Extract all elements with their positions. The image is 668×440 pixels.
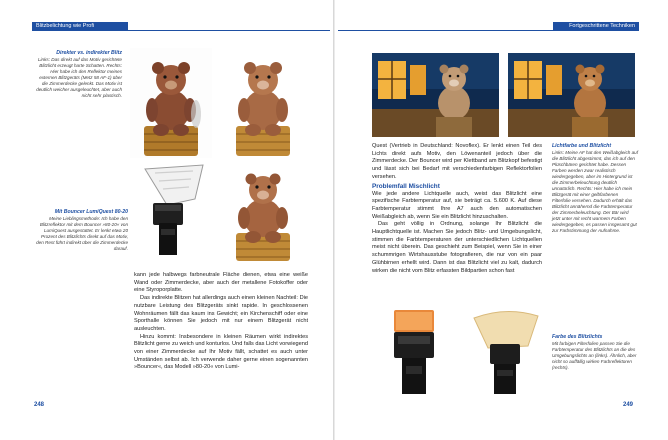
- subheading: Problemfall Mischlicht: [372, 182, 440, 190]
- paragraph: kann jede halbwegs farbneutrale Fläche dienen, etwa eine weiße Wand oder Zimmerdecke, aber auch der metallene Fotokoffer oder eine Styroporplatte.: [134, 272, 308, 294]
- header-rule-right: [338, 30, 639, 31]
- caption-direct-vs-indirect: [36, 50, 122, 99]
- caption-title: Farbe des Blitzlichts: [552, 334, 603, 340]
- caption-text: Mit farbigen Filterfolien passen Sie die Farbtemperatur des Blitzlichts an die des Umgebungslichts an (links). Ähnlich, aber nicht so auffällig wirken Farbreflektoren (rechts).: [552, 341, 637, 370]
- page-number-left: 248: [34, 402, 45, 408]
- caption-title: Mit Bouncer LumiQuest 80-20: [54, 209, 128, 215]
- caption-farbe: [552, 334, 638, 371]
- right-body-text: [372, 143, 542, 275]
- running-header-right: Fortgeschrittene Techniken: [553, 22, 639, 31]
- teddy-photo-bouncer-flash: [222, 163, 304, 263]
- paragraph: Das geht völlig in Ordnung, solange Ihr Blitzlicht die Hauptlichtquelle ist. Machen Sie jedoch Blitz- und Umgebungslicht, stimmen die Farbtemperaturen der unterschiedlichen Lichtquellen meist nicht überein. Das geschieht zum Beispiel, wenn Sie in einer schummrigen Wirtshausstube fotografieren, die nur von ein paar Glühbirnen erhellt wird. Dann ist das Blitzlicht viel zu kalt, dadurch wirken die nicht vom Blitz erfassten Bildpartien schon fast: [372, 221, 542, 274]
- paragraph: Das indirekte Blitzen hat allerdings auch einen kleinen Nachteil: Die nutzbare Leistung des Blitzgeräts sinkt rapide. In geschlossenen Wohnräumen fällt das kaum ins Gewicht; ein Kirchenschiff oder eine Sporthalle können Sie jedoch mit nur einem Blitzgerät nicht ausleuchten.: [134, 295, 308, 332]
- teddy-photo-indirect-flash: [222, 48, 304, 158]
- mixed-light-photo-left: [372, 53, 499, 137]
- caption-bouncer: [36, 209, 128, 252]
- paragraph: Quest (Vertrieb in Deutschland: Novoflex). Er lenkt einen Teil des Lichts direkt aufs Motiv, den Löwenanteil jedoch über die Zimmerdecke. Der Bouncer wird per Klettband am Blitzkopf befestigt und lässt sich bei Bedarf mit verschiedenfarbigen Reflektorfolien versehen.: [372, 143, 542, 180]
- caption-text: Meine Lieblingsmethode: Ich habe den Blitzreflektor mit dem Bouncer »80-20« von LumiQuest ausgestattet. Er lenkt etwa 20 Prozent des Blitzlichts direkt auf das Motiv, den Rest führt indirekt über die Zimmerdecke darauf.: [36, 216, 128, 251]
- page-number-right: 249: [623, 402, 634, 408]
- caption-lichtfarbe: [552, 143, 638, 234]
- flash-with-gold-reflector-photo: [470, 306, 542, 398]
- running-header-left: Blitzbelichtung wie Profi: [32, 22, 128, 31]
- header-rule-left: [32, 30, 330, 31]
- caption-text: Links: Das direkt auf das Motiv gerichtete Blitzlicht erzeugt harte Schatten. Rechts: Hier habe ich den Reflektor meines externen Blitzgeräts (Metz 58 AF-1) über die Zimmerdecke gelenkt. Das Motiv ist deutlich weicher ausgeleuchtet, aber auch nicht sehr plastisch.: [36, 57, 122, 98]
- left-body-text: [134, 272, 308, 372]
- caption-text: Links: Meine AF hat den Weißabgleich auf die Blitzlicht abgestimmt, das ich auf den Plüschbären gerichtet habe. Dessen Farben werden zwar realistisch wiedergegeben, aber im Hintergrund ist die Zimmerbeleuchtung deutlich unnatürlich. Rechts: Hier habe ich mein Blitzgerät mit einer gelbfarbenen Filterfolie versehen. Dadurch erhält das Blitzlicht annähernd die Farbtemperatur der Zimmerbeleuchtung. Der Bär wird jetzt unter mit recht warmem Farben wiedergegeben, es passen insgesamt gut zur Farbstimmung der Aufnahme.: [552, 150, 638, 233]
- paragraph: Hinzu kommt: Insbesondere in kleinen Räumen wirkt indirektes Blitzlicht gerne zu weich und konturlos. Und falls das Licht vorwiegend von einer Zimmerdecke auf Ihr Motiv fällt, schattet es auch unter Umständen selbst ab. Ich verwende daher gerne einen sogenannten »Bouncer«, das Modell »80-20« von Lumi-: [134, 333, 308, 371]
- mixed-light-photo-right: [508, 53, 635, 137]
- flash-with-orange-filter-photo: [384, 306, 450, 398]
- page-gutter: [333, 0, 335, 440]
- paragraph: Wie jede andere Lichtquelle auch, weist das Blitzlicht eine spezifische Farbtemperatur auf, sie beträgt ca. 5.600 K. Auf diese Farbtemperatur stimmt Ihre A7 auch den automatischen Weißabgleich ab, wenn Sie ein Blitzlicht hinzuschalten.: [372, 190, 542, 220]
- flash-with-bouncer-photo: [137, 163, 211, 259]
- teddy-photo-direct-flash: [130, 48, 212, 158]
- caption-title: Direkter vs. indirekter Blitz: [56, 50, 122, 56]
- caption-title: Lichtfarbe und Blitzlicht: [552, 143, 612, 149]
